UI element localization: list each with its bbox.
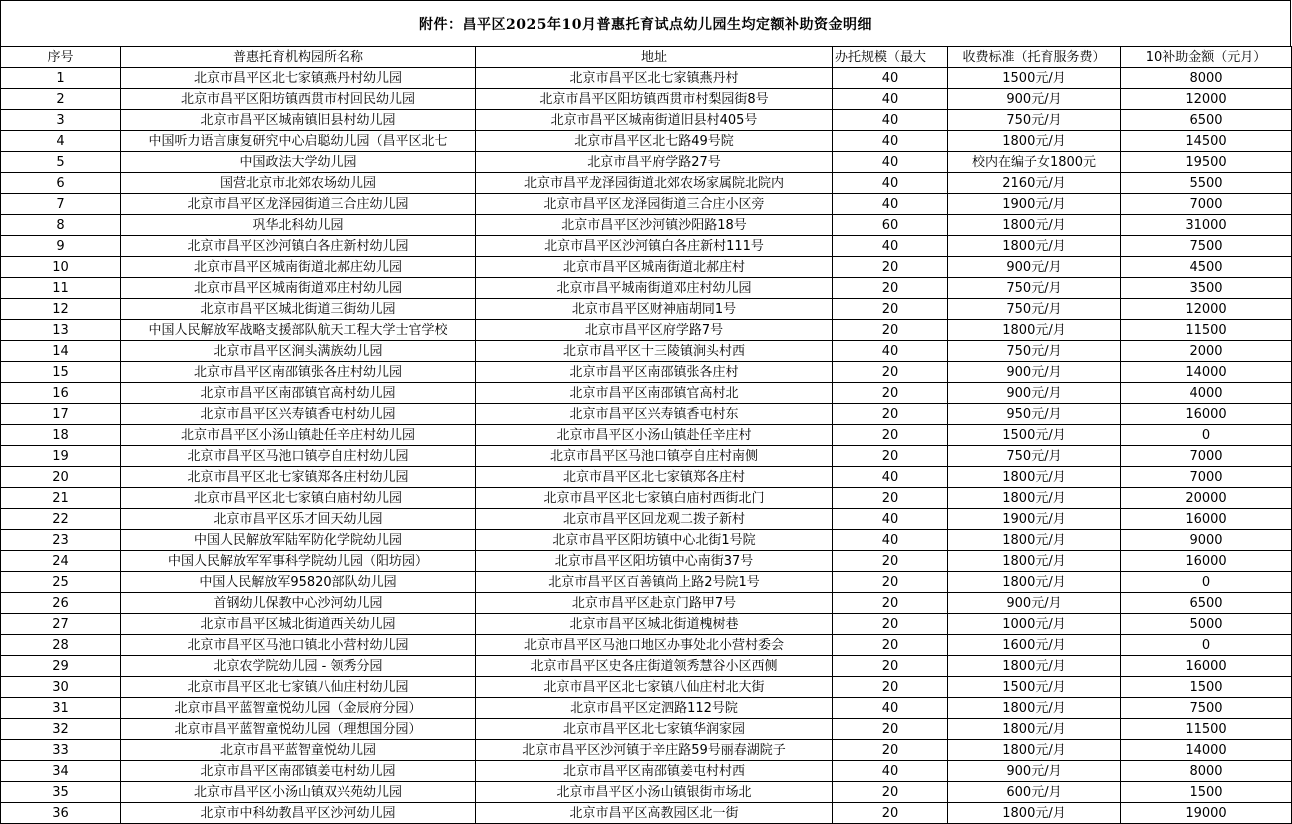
cell-scale[interactable]: 40 [833, 761, 948, 782]
cell-name[interactable]: 北京市昌平蓝智童悦幼儿园（金辰府分园） [121, 698, 476, 719]
table-row [1, 572, 1292, 593]
cell-no[interactable]: 20 [1, 467, 121, 488]
cell-scale[interactable]: 40 [833, 110, 948, 131]
col-header-amount[interactable]: 10补助金额（元月） [1121, 47, 1292, 68]
header-row [1, 47, 1292, 68]
cell-no[interactable]: 2 [1, 89, 121, 110]
cell-fee[interactable]: 600元/月 [948, 782, 1121, 803]
cell-no[interactable]: 26 [1, 593, 121, 614]
table-row [1, 719, 1292, 740]
cell-name[interactable]: 北京市昌平区北七家镇白庙村幼儿园 [121, 488, 476, 509]
cell-address[interactable]: 北京市昌平区城南街道北郝庄村 [476, 257, 833, 278]
cell-name[interactable]: 北京市昌平区城北街道西关幼儿园 [121, 614, 476, 635]
cell-address[interactable]: 北京市昌平区史各庄街道领秀慧谷小区西侧 [476, 656, 833, 677]
cell-name[interactable]: 中国人民解放军战略支援部队航天工程大学士官学校 [121, 320, 476, 341]
cell-scale[interactable]: 20 [833, 404, 948, 425]
cell-address[interactable]: 北京市昌平区城北街道槐树巷 [476, 614, 833, 635]
cell-fee[interactable]: 750元/月 [948, 341, 1121, 362]
cell-name[interactable]: 北京市昌平区兴寿镇香屯村幼儿园 [121, 404, 476, 425]
cell-no[interactable]: 31 [1, 698, 121, 719]
cell-address[interactable]: 北京市昌平区定泗路112号院 [476, 698, 833, 719]
cell-no[interactable]: 32 [1, 719, 121, 740]
cell-name[interactable]: 北京市昌平区沙河镇白各庄新村幼儿园 [121, 236, 476, 257]
table-row [1, 530, 1292, 551]
cell-fee[interactable]: 900元/月 [948, 362, 1121, 383]
cell-fee[interactable]: 900元/月 [948, 761, 1121, 782]
table-row [1, 740, 1292, 761]
cell-no[interactable]: 25 [1, 572, 121, 593]
cell-scale[interactable]: 20 [833, 803, 948, 824]
table-row [1, 677, 1292, 698]
cell-scale[interactable]: 20 [833, 257, 948, 278]
cell-address[interactable]: 北京市昌平区财神庙胡同1号 [476, 299, 833, 320]
cell-scale[interactable]: 40 [833, 509, 948, 530]
cell-scale[interactable]: 40 [833, 68, 948, 89]
cell-no[interactable]: 4 [1, 131, 121, 152]
cell-scale[interactable]: 20 [833, 740, 948, 761]
cell-scale[interactable]: 40 [833, 341, 948, 362]
cell-fee[interactable]: 1800元/月 [948, 803, 1121, 824]
table-row [1, 488, 1292, 509]
cell-name[interactable]: 北京市昌平区龙泽园街道三合庄幼儿园 [121, 194, 476, 215]
cell-name[interactable]: 北京市昌平区马池口镇亭自庄村幼儿园 [121, 446, 476, 467]
table-row [1, 236, 1292, 257]
cell-amount[interactable]: 16000 [1121, 551, 1292, 572]
cell-address[interactable]: 北京市昌平区高教园区北一街 [476, 803, 833, 824]
cell-name[interactable]: 北京农学院幼儿园 - 领秀分园 [121, 656, 476, 677]
cell-address[interactable]: 北京市昌平区北七家镇八仙庄村北大街 [476, 677, 833, 698]
cell-no[interactable]: 10 [1, 257, 121, 278]
cell-fee[interactable]: 750元/月 [948, 446, 1121, 467]
cell-amount[interactable]: 7000 [1121, 467, 1292, 488]
cell-scale[interactable]: 40 [833, 698, 948, 719]
cell-name[interactable]: 北京市昌平区北七家镇八仙庄村幼儿园 [121, 677, 476, 698]
cell-scale[interactable]: 20 [833, 278, 948, 299]
cell-address[interactable]: 北京市昌平区小汤山镇银街市场北 [476, 782, 833, 803]
cell-address[interactable]: 北京市昌平区十三陵镇涧头村西 [476, 341, 833, 362]
cell-no[interactable]: 18 [1, 425, 121, 446]
cell-address[interactable]: 北京市昌平区南邵镇官高村北 [476, 383, 833, 404]
cell-name[interactable]: 北京市昌平区城南街道北郝庄幼儿园 [121, 257, 476, 278]
table-row [1, 341, 1292, 362]
cell-fee[interactable]: 1600元/月 [948, 635, 1121, 656]
table-row [1, 551, 1292, 572]
cell-no[interactable]: 3 [1, 110, 121, 131]
cell-name[interactable]: 首钢幼儿保教中心沙河幼儿园 [121, 593, 476, 614]
cell-fee[interactable]: 1500元/月 [948, 677, 1121, 698]
cell-no[interactable]: 8 [1, 215, 121, 236]
cell-amount[interactable]: 31000 [1121, 215, 1292, 236]
table-row [1, 68, 1292, 89]
cell-address[interactable]: 北京市昌平区兴寿镇香屯村东 [476, 404, 833, 425]
cell-address[interactable]: 北京市昌平区阳坊镇西贯市村梨园街8号 [476, 89, 833, 110]
cell-no[interactable]: 36 [1, 803, 121, 824]
cell-scale[interactable]: 20 [833, 320, 948, 341]
cell-scale[interactable]: 20 [833, 677, 948, 698]
cell-amount[interactable]: 4000 [1121, 383, 1292, 404]
cell-address[interactable]: 北京市昌平区南邵镇张各庄村 [476, 362, 833, 383]
cell-amount[interactable]: 6500 [1121, 593, 1292, 614]
cell-amount[interactable]: 5000 [1121, 614, 1292, 635]
cell-amount[interactable]: 4500 [1121, 257, 1292, 278]
cell-fee[interactable]: 950元/月 [948, 404, 1121, 425]
table-row [1, 425, 1292, 446]
cell-fee[interactable]: 1800元/月 [948, 698, 1121, 719]
cell-no[interactable]: 23 [1, 530, 121, 551]
cell-address[interactable]: 北京市昌平区沙河镇于辛庄路59号丽春湖院子 [476, 740, 833, 761]
cell-address[interactable]: 北京市昌平区马池口地区办事处北小营村委会 [476, 635, 833, 656]
cell-name[interactable]: 中国政法大学幼儿园 [121, 152, 476, 173]
cell-scale[interactable]: 20 [833, 719, 948, 740]
cell-no[interactable]: 34 [1, 761, 121, 782]
cell-amount[interactable]: 0 [1121, 572, 1292, 593]
cell-amount[interactable]: 11500 [1121, 719, 1292, 740]
cell-fee[interactable]: 1800元/月 [948, 656, 1121, 677]
cell-no[interactable]: 30 [1, 677, 121, 698]
cell-amount[interactable]: 1500 [1121, 677, 1292, 698]
cell-scale[interactable]: 20 [833, 593, 948, 614]
cell-amount[interactable]: 1500 [1121, 782, 1292, 803]
cell-no[interactable]: 7 [1, 194, 121, 215]
cell-fee[interactable]: 1800元/月 [948, 236, 1121, 257]
cell-fee[interactable]: 校内在编子女1800元 [948, 152, 1121, 173]
cell-address[interactable]: 北京市昌平城南街道邓庄村幼儿园 [476, 278, 833, 299]
cell-fee[interactable]: 900元/月 [948, 593, 1121, 614]
cell-scale[interactable]: 20 [833, 383, 948, 404]
cell-amount[interactable]: 5500 [1121, 173, 1292, 194]
col-header-fee[interactable]: 收费标准（托育服务费） [948, 47, 1121, 68]
cell-fee[interactable]: 1800元/月 [948, 320, 1121, 341]
cell-name[interactable]: 国营北京市北郊农场幼儿园 [121, 173, 476, 194]
table-row [1, 110, 1292, 131]
cell-fee[interactable]: 1900元/月 [948, 194, 1121, 215]
table-row [1, 257, 1292, 278]
cell-address[interactable]: 北京市昌平区龙泽园街道三合庄小区旁 [476, 194, 833, 215]
cell-amount[interactable]: 14500 [1121, 131, 1292, 152]
cell-amount[interactable]: 6500 [1121, 110, 1292, 131]
cell-fee[interactable]: 2160元/月 [948, 173, 1121, 194]
cell-name[interactable]: 北京市昌平区南邵镇姜屯村幼儿园 [121, 761, 476, 782]
cell-name[interactable]: 北京市昌平区阳坊镇西贯市村回民幼儿园 [121, 89, 476, 110]
cell-address[interactable]: 北京市昌平区沙河镇沙阳路18号 [476, 215, 833, 236]
cell-address[interactable]: 北京市昌平区小汤山镇赴任辛庄村 [476, 425, 833, 446]
cell-address[interactable]: 北京市昌平府学路27号 [476, 152, 833, 173]
table-row [1, 131, 1292, 152]
cell-fee[interactable]: 900元/月 [948, 257, 1121, 278]
table-row [1, 89, 1292, 110]
cell-no[interactable]: 21 [1, 488, 121, 509]
table-row [1, 320, 1292, 341]
cell-address[interactable]: 北京市昌平区北七家镇白庙村西街北门 [476, 488, 833, 509]
table-row [1, 509, 1292, 530]
table-row [1, 362, 1292, 383]
col-header-name[interactable]: 普惠托育机构园所名称 [121, 47, 476, 68]
cell-amount[interactable]: 0 [1121, 425, 1292, 446]
cell-name[interactable]: 北京市昌平区城南街道邓庄村幼儿园 [121, 278, 476, 299]
cell-name[interactable]: 北京市昌平区南邵镇张各庄村幼儿园 [121, 362, 476, 383]
cell-no[interactable]: 27 [1, 614, 121, 635]
col-header-address[interactable]: 地址 [476, 47, 833, 68]
cell-fee[interactable]: 1500元/月 [948, 425, 1121, 446]
cell-scale[interactable]: 40 [833, 89, 948, 110]
cell-no[interactable]: 9 [1, 236, 121, 257]
cell-address[interactable]: 北京市昌平区马池口镇亭自庄村南侧 [476, 446, 833, 467]
table-row [1, 383, 1292, 404]
cell-name[interactable]: 巩华北科幼儿园 [121, 215, 476, 236]
cell-amount[interactable]: 12000 [1121, 299, 1292, 320]
cell-no[interactable]: 14 [1, 341, 121, 362]
cell-no[interactable]: 17 [1, 404, 121, 425]
cell-no[interactable]: 33 [1, 740, 121, 761]
cell-amount[interactable]: 20000 [1121, 488, 1292, 509]
cell-amount[interactable]: 9000 [1121, 530, 1292, 551]
cell-scale[interactable]: 20 [833, 488, 948, 509]
cell-scale[interactable]: 20 [833, 425, 948, 446]
cell-amount[interactable]: 14000 [1121, 740, 1292, 761]
subsidy-table [0, 46, 1292, 824]
cell-amount[interactable]: 2000 [1121, 341, 1292, 362]
cell-scale[interactable]: 20 [833, 551, 948, 572]
cell-scale[interactable]: 60 [833, 215, 948, 236]
cell-scale[interactable]: 20 [833, 362, 948, 383]
cell-scale[interactable]: 20 [833, 572, 948, 593]
cell-fee[interactable]: 750元/月 [948, 278, 1121, 299]
cell-scale[interactable]: 40 [833, 194, 948, 215]
cell-amount[interactable]: 12000 [1121, 89, 1292, 110]
cell-scale[interactable]: 20 [833, 299, 948, 320]
cell-scale[interactable]: 40 [833, 131, 948, 152]
cell-fee[interactable]: 900元/月 [948, 89, 1121, 110]
table-row [1, 803, 1292, 824]
cell-no[interactable]: 15 [1, 362, 121, 383]
cell-name[interactable]: 北京市昌平蓝智童悦幼儿园 [121, 740, 476, 761]
cell-no[interactable]: 12 [1, 299, 121, 320]
cell-scale[interactable]: 40 [833, 173, 948, 194]
cell-name[interactable]: 北京市昌平区南邵镇官高村幼儿园 [121, 383, 476, 404]
cell-no[interactable]: 35 [1, 782, 121, 803]
cell-address[interactable]: 北京市昌平区阳坊镇中心北街1号院 [476, 530, 833, 551]
cell-scale[interactable]: 40 [833, 530, 948, 551]
cell-name[interactable]: 北京市昌平区小汤山镇双兴苑幼儿园 [121, 782, 476, 803]
cell-amount[interactable]: 19000 [1121, 803, 1292, 824]
cell-amount[interactable]: 7000 [1121, 194, 1292, 215]
cell-address[interactable]: 北京市昌平区北七路49号院 [476, 131, 833, 152]
cell-no[interactable]: 24 [1, 551, 121, 572]
cell-amount[interactable]: 0 [1121, 635, 1292, 656]
cell-address[interactable]: 北京市昌平区南邵镇姜屯村村西 [476, 761, 833, 782]
cell-no[interactable]: 29 [1, 656, 121, 677]
cell-address[interactable]: 北京市昌平区城南街道旧县村405号 [476, 110, 833, 131]
table-row [1, 299, 1292, 320]
cell-scale[interactable]: 20 [833, 614, 948, 635]
cell-fee[interactable]: 750元/月 [948, 299, 1121, 320]
table-row [1, 194, 1292, 215]
cell-scale[interactable]: 20 [833, 446, 948, 467]
cell-no[interactable]: 28 [1, 635, 121, 656]
cell-scale[interactable]: 20 [833, 635, 948, 656]
table-row [1, 215, 1292, 236]
cell-amount[interactable]: 3500 [1121, 278, 1292, 299]
cell-amount[interactable]: 8000 [1121, 761, 1292, 782]
cell-address[interactable]: 北京市昌平龙泽园街道北郊农场家属院北院内 [476, 173, 833, 194]
cell-no[interactable]: 16 [1, 383, 121, 404]
cell-address[interactable]: 北京市昌平区北七家镇郑各庄村 [476, 467, 833, 488]
cell-fee[interactable]: 1800元/月 [948, 488, 1121, 509]
cell-fee[interactable]: 1800元/月 [948, 719, 1121, 740]
table-body [1, 68, 1292, 824]
table-row [1, 173, 1292, 194]
table-row [1, 467, 1292, 488]
cell-scale[interactable]: 40 [833, 467, 948, 488]
cell-no[interactable]: 1 [1, 68, 121, 89]
cell-amount[interactable]: 7500 [1121, 236, 1292, 257]
cell-name[interactable]: 北京市昌平区马池口镇北小营村幼儿园 [121, 635, 476, 656]
cell-address[interactable]: 北京市昌平区府学路7号 [476, 320, 833, 341]
cell-no[interactable]: 5 [1, 152, 121, 173]
cell-address[interactable]: 北京市昌平区赴京门路甲7号 [476, 593, 833, 614]
cell-scale[interactable]: 40 [833, 152, 948, 173]
cell-name[interactable]: 北京市昌平区乐才回天幼儿园 [121, 509, 476, 530]
cell-address[interactable]: 北京市昌平区回龙观二拨子新村 [476, 509, 833, 530]
cell-no[interactable]: 19 [1, 446, 121, 467]
col-header-scale[interactable]: 办托规模（最大 [833, 47, 948, 68]
cell-fee[interactable]: 900元/月 [948, 383, 1121, 404]
table-row [1, 593, 1292, 614]
cell-name[interactable]: 北京市昌平区北七家镇郑各庄村幼儿园 [121, 467, 476, 488]
cell-name[interactable]: 中国人民解放军95820部队幼儿园 [121, 572, 476, 593]
cell-name[interactable]: 中国听力语言康复研究中心启聪幼儿园（昌平区北七 [121, 131, 476, 152]
cell-fee[interactable]: 1800元/月 [948, 467, 1121, 488]
cell-amount[interactable]: 14000 [1121, 362, 1292, 383]
cell-fee[interactable]: 1800元/月 [948, 572, 1121, 593]
cell-fee[interactable]: 1900元/月 [948, 509, 1121, 530]
table-row [1, 698, 1292, 719]
table-row [1, 614, 1292, 635]
cell-address[interactable]: 北京市昌平区北七家镇燕丹村 [476, 68, 833, 89]
cell-name[interactable]: 北京市昌平区城南镇旧县村幼儿园 [121, 110, 476, 131]
cell-name[interactable]: 北京市昌平蓝智童悦幼儿园（理想国分园） [121, 719, 476, 740]
table-row [1, 656, 1292, 677]
cell-scale[interactable]: 20 [833, 782, 948, 803]
cell-no[interactable]: 6 [1, 173, 121, 194]
table-row [1, 635, 1292, 656]
cell-no[interactable]: 13 [1, 320, 121, 341]
cell-name[interactable]: 北京市中科幼教昌平区沙河幼儿园 [121, 803, 476, 824]
table-row [1, 782, 1292, 803]
cell-address[interactable]: 北京市昌平区北七家镇华润家园 [476, 719, 833, 740]
cell-address[interactable]: 北京市昌平区阳坊镇中心南街37号 [476, 551, 833, 572]
cell-amount[interactable]: 16000 [1121, 509, 1292, 530]
table-row [1, 761, 1292, 782]
cell-fee[interactable]: 1800元/月 [948, 551, 1121, 572]
cell-fee[interactable]: 1000元/月 [948, 614, 1121, 635]
cell-name[interactable]: 北京市昌平区涧头满族幼儿园 [121, 341, 476, 362]
cell-amount[interactable]: 7000 [1121, 446, 1292, 467]
cell-address[interactable]: 北京市昌平区沙河镇白各庄新村111号 [476, 236, 833, 257]
cell-fee[interactable]: 1800元/月 [948, 530, 1121, 551]
cell-fee[interactable]: 1500元/月 [948, 68, 1121, 89]
table-row [1, 404, 1292, 425]
cell-amount[interactable]: 11500 [1121, 320, 1292, 341]
cell-no[interactable]: 22 [1, 509, 121, 530]
cell-name[interactable]: 北京市昌平区小汤山镇赴任辛庄村幼儿园 [121, 425, 476, 446]
table-row [1, 152, 1292, 173]
col-header-no[interactable]: 序号 [1, 47, 121, 68]
cell-address[interactable]: 北京市昌平区百善镇尚上路2号院1号 [476, 572, 833, 593]
table-row [1, 278, 1292, 299]
cell-fee[interactable]: 750元/月 [948, 110, 1121, 131]
cell-fee[interactable]: 1800元/月 [948, 740, 1121, 761]
cell-name[interactable]: 中国人民解放军陆军防化学院幼儿园 [121, 530, 476, 551]
cell-no[interactable]: 11 [1, 278, 121, 299]
sheet-title: 附件：昌平区2025年10月普惠托育试点幼儿园生均定额补助资金明细 [0, 0, 1291, 46]
cell-name[interactable]: 北京市昌平区城北街道三街幼儿园 [121, 299, 476, 320]
cell-amount[interactable]: 19500 [1121, 152, 1292, 173]
cell-name[interactable]: 北京市昌平区北七家镇燕丹村幼儿园 [121, 68, 476, 89]
cell-scale[interactable]: 20 [833, 656, 948, 677]
cell-name[interactable]: 中国人民解放军军事科学院幼儿园（阳坊园） [121, 551, 476, 572]
cell-amount[interactable]: 7500 [1121, 698, 1292, 719]
cell-fee[interactable]: 1800元/月 [948, 131, 1121, 152]
cell-amount[interactable]: 8000 [1121, 68, 1292, 89]
cell-fee[interactable]: 1800元/月 [948, 215, 1121, 236]
cell-amount[interactable]: 16000 [1121, 656, 1292, 677]
cell-scale[interactable]: 40 [833, 236, 948, 257]
table-row [1, 446, 1292, 467]
cell-amount[interactable]: 16000 [1121, 404, 1292, 425]
